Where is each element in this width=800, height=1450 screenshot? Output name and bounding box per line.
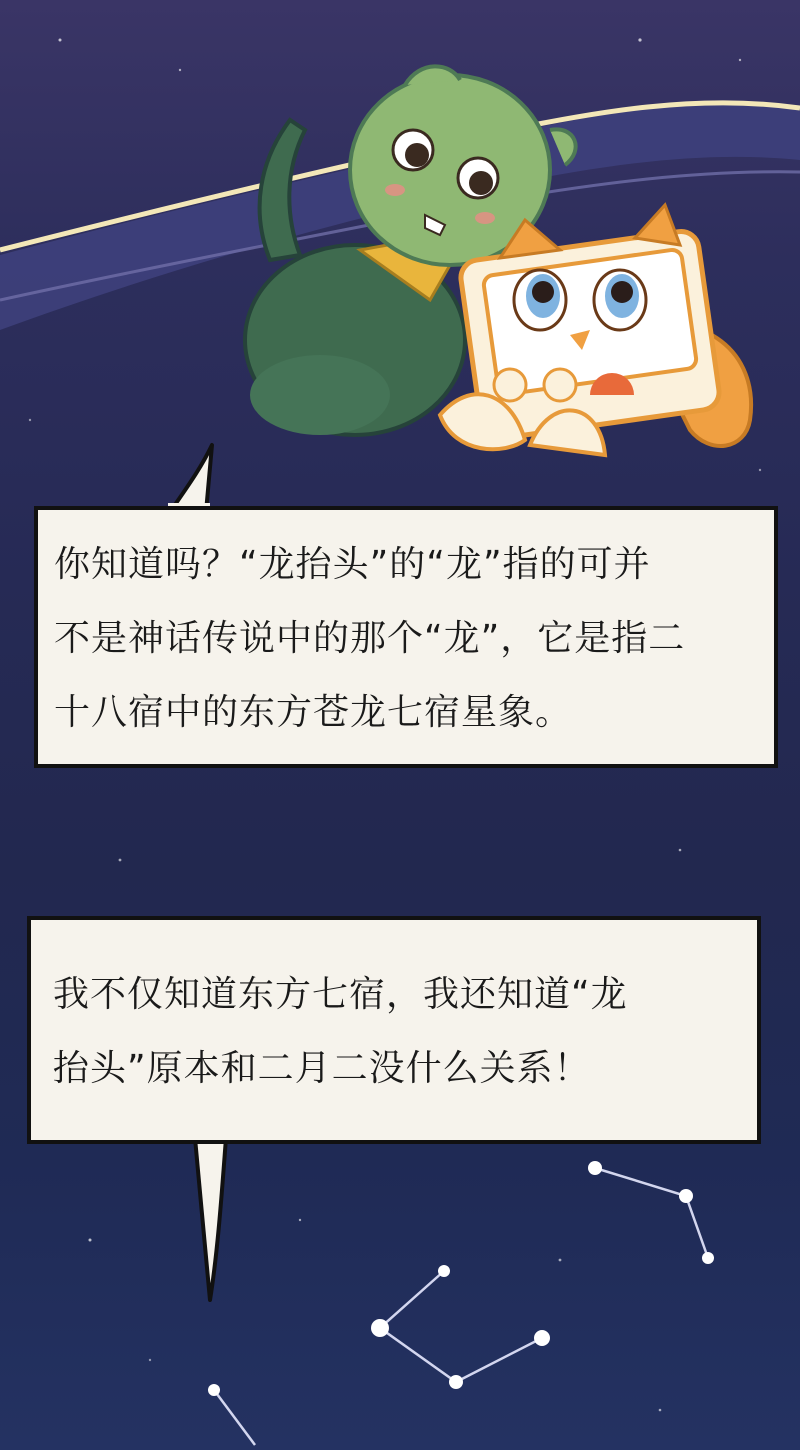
bubble1-line-1: 你知道吗？“龙抬头”的“龙”指的可并 bbox=[54, 544, 651, 585]
constellation-stars bbox=[208, 1161, 714, 1396]
speech-bubble-cat bbox=[27, 916, 761, 1144]
star-icon bbox=[702, 1252, 714, 1264]
bubble2-line-1: 我不仅知道东方七宿，我还知道“龙 bbox=[53, 974, 628, 1015]
star-icon bbox=[588, 1161, 602, 1175]
speech-bubble-dragon bbox=[34, 506, 778, 768]
star-icon bbox=[679, 1189, 693, 1203]
bubble2-tail bbox=[195, 1138, 226, 1300]
star-icon bbox=[449, 1375, 463, 1389]
bubble2-line-2: 抬头”原本和二月二没什么关系！ bbox=[53, 1048, 591, 1089]
star-icon bbox=[208, 1384, 220, 1396]
star-icon bbox=[438, 1265, 450, 1277]
star-icon bbox=[371, 1319, 389, 1337]
constellation-icon bbox=[214, 1168, 708, 1445]
star-icon bbox=[534, 1330, 550, 1346]
bubble1-line-2: 不是神话传说中的那个“龙”，它是指二 bbox=[54, 618, 686, 659]
bubble1-line-3: 十八宿中的东方苍龙七宿星象。 bbox=[54, 692, 573, 733]
bubble1-tail bbox=[170, 445, 212, 512]
